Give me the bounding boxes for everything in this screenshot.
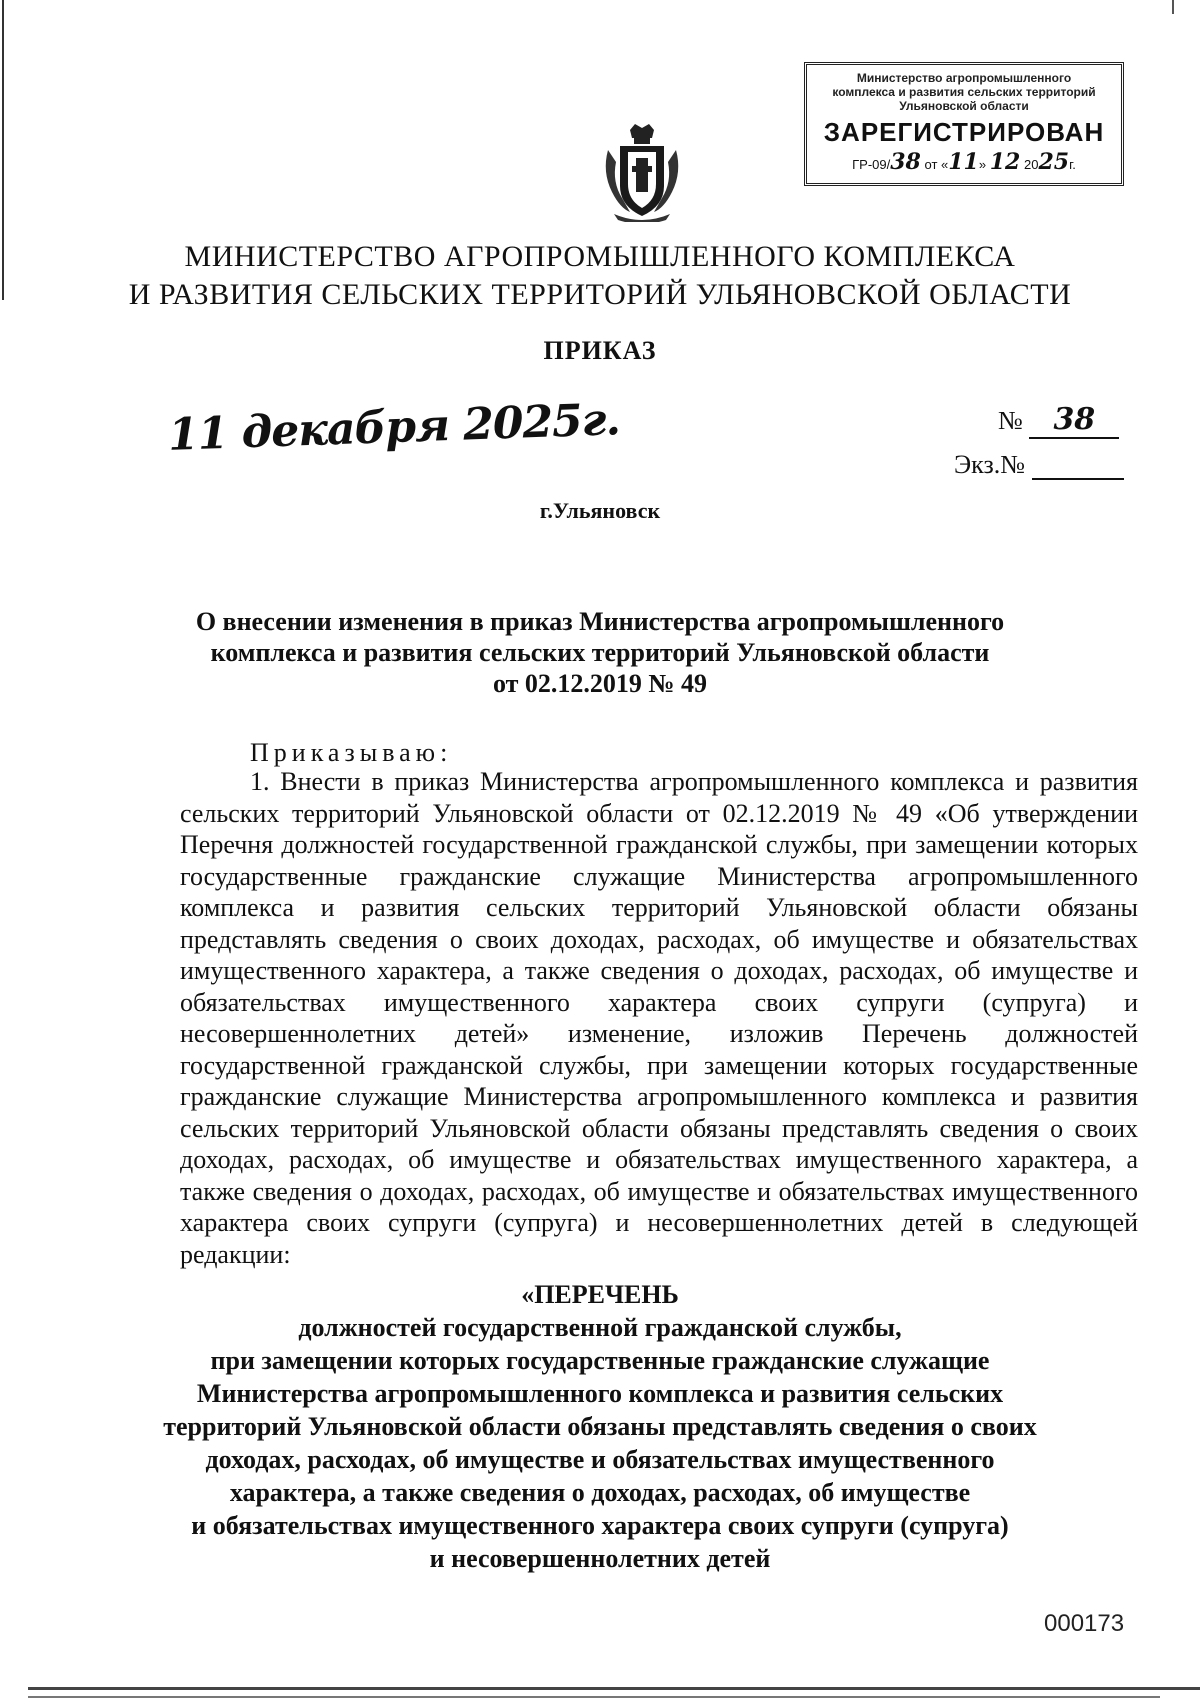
scan-edge-right: [1172, 0, 1174, 14]
stamp-reg-month: 12: [989, 149, 1021, 175]
ministry-name: [0, 238, 1200, 314]
copy-number-label: Экз.№: [954, 450, 1026, 479]
stamp-reg-day: 11: [948, 149, 979, 175]
page-code: 000173: [1044, 1610, 1125, 1637]
list-title-line-7: характера, а также сведения о доходах, расходах, об имуществе: [229, 1478, 971, 1507]
list-title-line-4: Министерства агропромышленного комплекса и развития сельских: [196, 1379, 1004, 1408]
list-title: [0, 1278, 1200, 1575]
registration-stamp: [804, 62, 1124, 186]
stamp-registration-line: [807, 151, 1121, 176]
list-title-line-1: «ПЕРЕЧЕНЬ: [521, 1280, 679, 1309]
stamp-reg-prefix: ГР-09/: [852, 157, 891, 172]
stamp-reg-year-unit: г.: [1069, 157, 1076, 172]
list-title-line-3: при замещении которых государственные гражданские служащие: [210, 1346, 990, 1375]
order-number-value: 38: [1053, 402, 1096, 437]
stamp-line-3: Ульяновской области: [899, 99, 1029, 113]
stamp-line-1: Министерство агропромышленного: [856, 71, 1072, 85]
subject-line-1: О внесении изменения в приказ Министерства агропромышленного: [195, 607, 1005, 636]
stamp-reg-year-suffix: 25: [1038, 149, 1070, 175]
stamp-reg-day-close: »: [978, 157, 987, 172]
coat-of-arms-icon: [600, 122, 684, 222]
stamp-reg-number: 38: [890, 149, 921, 175]
order-title: ПРИКАЗ: [543, 336, 657, 365]
city: г.Ульяновск: [539, 498, 661, 523]
subject-line-3: от 02.12.2019 № 49: [492, 669, 708, 698]
scan-edge-bottom: [28, 1687, 1200, 1690]
scan-edge-bottom-inner: [28, 1696, 1160, 1698]
copy-number: [954, 450, 1124, 480]
list-title-line-2: должностей государственной гражданской службы,: [298, 1313, 902, 1342]
ministry-line-1: МИНИСТЕРСТВО АГРОПРОМЫШЛЕННОГО КОМПЛЕКСА: [184, 240, 1016, 273]
order-subject: [0, 606, 1200, 699]
list-title-line-9: и несовершеннолетних детей: [429, 1544, 771, 1573]
stamp-line-2: комплекса и развития сельских территорий: [832, 85, 1096, 99]
copy-number-blank: [1032, 452, 1124, 480]
body-paragraph-1: [180, 766, 1138, 1270]
order-number: [998, 402, 1119, 439]
subject-line-2: комплекса и развития сельских территорий Ульяновской области: [210, 638, 990, 667]
order-date-handwritten: 11 декабря 2025г.: [167, 394, 621, 461]
order-number-label: №: [998, 406, 1023, 435]
list-title-line-6: доходах, расходах, об имуществе и обязательствах имущественного: [205, 1445, 995, 1474]
ministry-line-2: И РАЗВИТИЯ СЕЛЬСКИХ ТЕРРИТОРИЙ УЛЬЯНОВСКОЙ ОБЛАСТИ: [128, 278, 1072, 311]
stamp-status: ЗАРЕГИСТРИРОВАН: [823, 117, 1105, 147]
paragraph-1-text: 1. Внести в приказ Министерства агропромышленного комплекса и развития сельских территорий Ульяновской области от 02.12.2019 № 49 «Об утверждении Перечня должностей государственной гражданской службы, при замещении которых государственные гражданские служащие Министерства агропромышленного комплекса и развития сельских территорий Ульяновской области обязаны представлять сведения о своих доходах, расходах, об имуществе и обязательствах имущественного характера, а также сведения о доходах, расходах, об имуществе и обязательствах имущественного характера своих супруги (супруга) и несовершеннолетних детей» изменение, изложив Перечень должностей государственной гражданской службы, при замещении которых государственные гражданские служащие Министерства агропромышленного комплекса и развития сельских территорий Ульяновской области обязаны представлять сведения о своих доходах, расходах, об имуществе и обязательствах имущественного характера, а также сведения о доходах, расходах, об имуществе и обязательствах имущественного характера своих супруги (супруга) и несовершеннолетних детей в следующей редакции:: [180, 767, 1138, 1269]
order-word: Приказываю:: [250, 738, 453, 767]
list-title-line-8: и обязательствах имущественного характера своих супруги (супруга): [191, 1511, 1009, 1540]
list-title-line-5: территорий Ульяновской области обязаны представлять сведения о своих: [163, 1412, 1037, 1441]
stamp-reg-from: от «: [924, 157, 949, 172]
stamp-reg-year-prefix: 20: [1023, 157, 1039, 172]
